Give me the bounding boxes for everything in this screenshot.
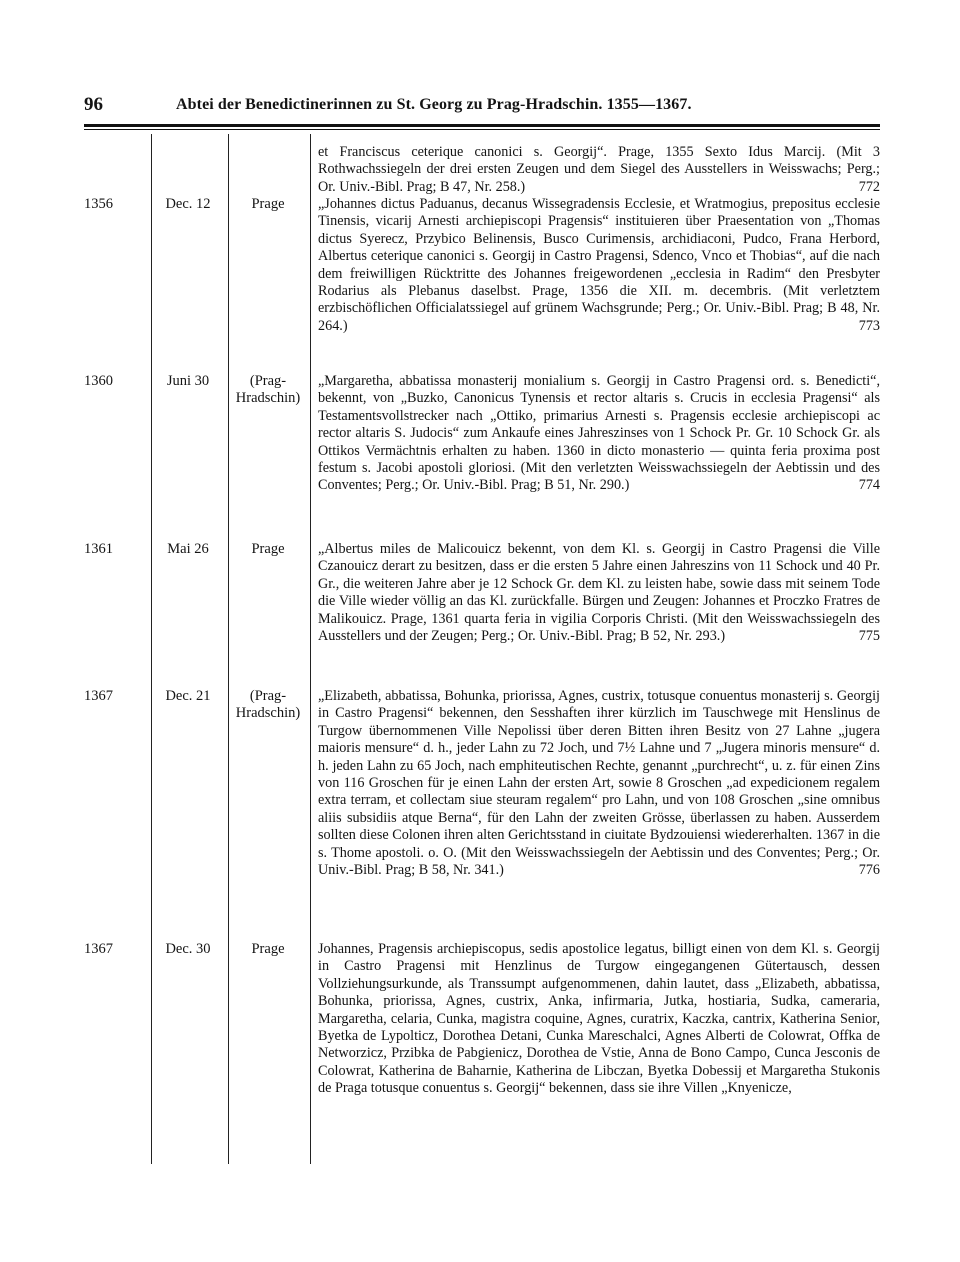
continuation-text: et Franciscus ceterique canonici s. Georgij“. Prage, 1355 Sexto Idus Marcij. (Mit 3 Rothwachssiegeln der drei ersten Zeugen und dem Siegel des Ausstellers in Weisswachs; Perg.; Or. Univ.-Bibl. Prag; B 47, Nr. 258.) — [318, 144, 880, 195]
header-rule-thick — [84, 124, 880, 127]
entry-year: 1356 — [84, 196, 113, 212]
entry-year: 1360 — [84, 373, 113, 389]
entry-year: 1361 — [84, 541, 113, 557]
entry-text — [318, 541, 880, 645]
running-title: Abtei der Benedictinerinnen zu St. Georg zu Prag-Hradschin. 1355—1367. — [176, 96, 692, 113]
entry-text — [318, 196, 880, 335]
entry-number: 773 — [858, 317, 880, 334]
entry-year: 1367 — [84, 688, 113, 704]
entry-body: „Albertus miles de Malicouicz bekennt, von dem Kl. s. Georgij in Castro Pragensi die Ville Czanouicz derart zu besitzen, dass er die ersten 5 Jahre einen Jahreszins von 11 Schock und 40 Pr. Gr., die weiteren Jahre aber je 12 Schock Gr. dem Kl. zu leisten habe, sowie dass mit seinem Tode die Ville wieder völlig an das Kl. zurückfalle. Bürgen und Zeugen: Johannes et Proczko Fratres de Malikouicz. Prage, 1361 quarta feria in vigilia Corporis Christi. (Mit den Weisswachssiegeln des Ausstellers und der Zeugen; Perg.; Or. Univ.-Bibl. Prag; B 52, Nr. 293.) — [318, 541, 880, 645]
entry-body: „Margaretha, abbatissa monasterij monialium s. Georgij in Castro Pragensi ord. s. Benedicti“, bekennt, von „Buzko, Canonicus Tynensis et rector altaris s. Crucis in ecclesia Pragensi“ als Testamentsvollstrecker nach „Ottiko, primarius Arnesti s. Pragensis ecclesie archiepiscopi ac rector altaris S. Judocis“ zum Ankaufe eines Jahreszinses von 1 Schock Pr. Gr. 10 Schock Gr. als Ottikos Vermächtnis erhalten zu haben. 1360 in dicto monasterio — quinta feria proxima post festum s. Jacobi apostoli gloriosi. (Mit den verletzten Weisswachssiegeln der Aebtissin und des Conventes; Perg.; Or. Univ.-Bibl. Prag; B 51, Nr. 290.) — [318, 373, 880, 494]
entry-body: „Johannes dictus Paduanus, decanus Wissegradensis Ecclesie, et Wratmogius, prepositus ecclesie Tinensis, vicarij Arnesti archiepiscopi Pragensis“ instituieren über Praesentation von „Thomas dictus Syerecz, Przybico Belinensis, Busco Curimensis, archidiaconi, Pudco, Frana Herbord, Albertus ceterique canonici s. Georgij in Castro Pragensi, Sdenco, Vnco et Thobias“, auf die nach dem freiwilligen Rücktritte des Johannes freigewordenen „ecclesia in Radim“ den Presbyter Rodarius als Plebanus daselbst. Prage, 1356 die XII. m. decembris. (Mit verletztem erzbischöflichen Officialatssiegel auf grünem Wachsgrunde; Perg.; Or. Univ.-Bibl. Prag; B 48, Nr. 264.) — [318, 196, 880, 334]
entry-place: Prage — [251, 196, 285, 212]
entry-text — [318, 373, 880, 495]
entry-date: Juni 30 — [166, 373, 210, 389]
entry-body: „Elizabeth, abbatissa, Bohunka, priorissa, Agnes, custrix, totusque conuentus monasterij s. Georgij in Castro Pragensi“ bekennen, den Sesshaften ihrer kürzlich im Tauschwege mit Henslinus de Turgow übernommenen Ville Nepolissi über deren Bitten ihren Besitz von 27 Lahne „jugera maioris mensure“ d. h., jeder Lahn zu 72 Joch, und 7½ Lahne und 7 „Jugera minoris mensure“ d. h. jeden Lahn zu 65 Joch, nach emphiteutischen Rechte, genannt „purchrecht“, u. z. für einen Zins von 116 Groschen für je einen Lahn der ersten Art, sowie 8 Groschen „ad expedicionem regalem extra terram, et collectam siue steuram regalem“ pro Lahn, und von 108 Groschen „sine omnibus aliis subsidiis atque Berna“, für den Lahn der zweiten Grösse, überlassen zu haben. Ausserdem sollten diese Colonen ihren alten Gerichtsstand in ciuitate Bydzouiensi wiedererhalten. 1367 in die s. Thome apostoli. o. O. (Mit den Weisswachssiegeln der Aebtissin und des Conventes; Perg.; Or. Univ.-Bibl. Prag; B 58, Nr. 341.) — [318, 688, 880, 879]
column-divider — [228, 134, 229, 1164]
entry-year: 1367 — [84, 941, 113, 957]
entry-place: (Prag-Hradschin) — [235, 373, 301, 407]
entry-place: Prage — [251, 541, 285, 557]
column-divider — [310, 134, 311, 1164]
entry-body: Johannes, Pragensis archiepiscopus, sedis apostolice legatus, billigt einen von dem Kl. s. Georgij in Castro Pragensi mit Henzlinus de Turgow eingegangenen Gütertausch, dessen Vollziehungsurkunde, als Transsumpt aufgenommenen, dahin lautet, dass „Elizabeth, abbatissa, Bohunka, priorissa, Agnes, custrix, Anka, infirmaria, Jutka, hostiaria, Sudka, cameraria, Margaretha, celaria, Cunka, magistra coquine, Agnes, curatrix, Kaczka, cantrix, Katherina Senior, Byetka de Lypolticz, Dorothea Detani, Cunka Mareschalci, Agnes Alberti de Colowrat, Offka de Networzicz, Przibka de Pabgienicz, Dorothea de Vstie, Anna de Bono Campo, Cunca Jesconis de Colowrat, Katherina de Baharnie, Katherina de Libczan, Byetka Dobessij et Margaretha Stukonis de Praga totusque conuentus s. Georgij“ bekennen, dass sie ihre Villen „Knyenicze, — [318, 941, 880, 1097]
entry-number: 775 — [858, 628, 880, 645]
entry-text — [318, 688, 880, 879]
header-rule-thin — [84, 129, 880, 130]
column-divider — [151, 134, 152, 1164]
entry-text — [318, 144, 880, 196]
entry-number: 776 — [858, 862, 880, 879]
entry-date: Dec. 12 — [165, 196, 211, 212]
entry-number: 772 — [858, 178, 880, 195]
entry-place: Prage — [251, 941, 285, 957]
entry-date: Dec. 21 — [165, 688, 211, 704]
entry-date: Dec. 30 — [165, 941, 211, 957]
entry-place: (Prag-Hradschin) — [235, 688, 301, 722]
entry-text — [318, 941, 880, 1098]
page-header — [84, 94, 880, 118]
entry-date: Mai 26 — [167, 541, 209, 557]
page-number: 96 — [84, 94, 103, 115]
entry-number: 774 — [858, 477, 880, 494]
